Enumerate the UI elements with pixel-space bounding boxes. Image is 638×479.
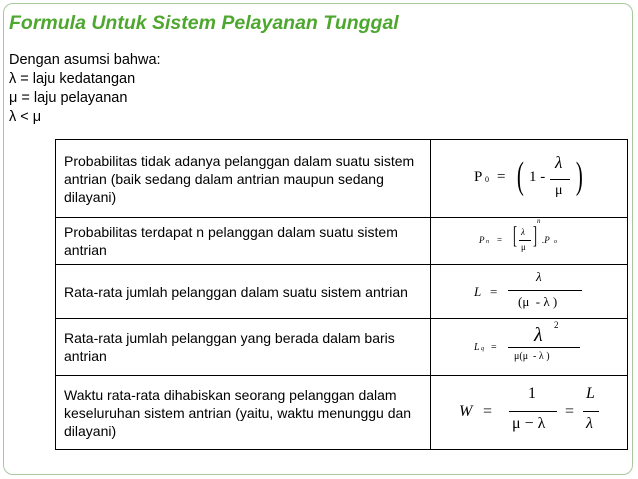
formula-equals: =	[483, 402, 493, 420]
table-row	[56, 218, 628, 265]
formula-lhs: P	[474, 168, 483, 185]
formula-lhs: L	[474, 342, 480, 353]
formula-p0	[474, 149, 584, 209]
formula-paren-left: (	[516, 154, 524, 197]
formula-denominator: (μ - λ )	[518, 293, 558, 309]
formula-one-minus: 1 -	[529, 168, 546, 185]
formula-l	[474, 269, 584, 315]
assumption-line: λ = laju kedatangan	[9, 71, 136, 87]
formula-exponent: n	[537, 217, 541, 225]
formula-tail-subscript: o	[554, 239, 557, 245]
row-description: Rata-rata jumlah pelanggan yang berada dalam baris antrian	[56, 319, 431, 376]
formula-denominator: μ(μ - λ )	[514, 351, 550, 362]
fraction-bar	[509, 411, 557, 412]
formula-numerator: λ	[521, 227, 525, 237]
table-row	[56, 319, 628, 376]
formula-lhs: P	[479, 235, 485, 245]
fraction-bar	[508, 290, 582, 291]
formula-cell	[431, 140, 628, 218]
fraction-bar	[519, 240, 531, 241]
formula-lq	[474, 322, 584, 372]
formula-equals: =	[497, 168, 506, 185]
formula-numerator: λ	[534, 324, 543, 346]
formula-subscript: n	[486, 239, 489, 245]
formula-bracket-right: ]	[533, 223, 537, 249]
formula-cell	[431, 319, 628, 376]
formula-cell	[431, 376, 628, 450]
formula-subscript: 0	[485, 174, 489, 184]
formula-cell	[431, 218, 628, 265]
fraction-bar	[508, 347, 580, 348]
assumption-line: λ < μ	[9, 109, 42, 125]
formula-denominator: μ	[521, 242, 526, 252]
row-description: Probabilitas tidak adanya pelanggan dalam suatu sistem antrian (baik sedang dalam antrian maupun sedang dilayani)	[56, 140, 431, 218]
row-description: Probabilitas terdapat n pelanggan dalam suatu sistem antrian	[56, 218, 431, 265]
formula-equals-2: =	[565, 402, 575, 420]
assumptions-intro: Dengan asumsi bahwa:	[9, 52, 161, 68]
formula-bracket-left: [	[513, 223, 517, 249]
formula-denominator: μ − λ	[512, 414, 546, 432]
formula-equals: =	[490, 283, 498, 299]
formula-subscript: q	[481, 346, 484, 352]
row-description: Waktu rata-rata dihabiskan seorang pelanggan dalam keseluruhan sistem antrian (yaitu, waktu menunggu dan dilayani)	[56, 376, 431, 450]
formula-numerator: λ	[555, 152, 563, 172]
formula-w	[459, 384, 599, 442]
formula-equals: =	[491, 342, 497, 353]
formula-equals: =	[497, 235, 503, 245]
table-row	[56, 265, 628, 319]
formula-tail: .P	[542, 235, 550, 245]
formula-pn	[479, 217, 579, 261]
table-row	[56, 376, 628, 450]
formula-paren-right: )	[575, 154, 583, 197]
formula-numerator: 1	[528, 384, 536, 402]
formula-lhs: W	[459, 402, 473, 420]
row-description: Rata-rata jumlah pelanggan dalam suatu sistem antrian	[56, 265, 431, 319]
formula-table	[55, 139, 628, 450]
formula-numerator: λ	[536, 268, 542, 284]
slide-title: Formula Untuk Sistem Pelayanan Tunggal	[9, 12, 399, 34]
assumptions-block	[9, 51, 161, 127]
table-row	[56, 140, 628, 218]
assumption-line: μ = laju pelayanan	[9, 90, 128, 106]
formula-exponent: 2	[554, 320, 559, 330]
formula-denominator: μ	[555, 182, 563, 198]
fraction-bar-2	[583, 411, 599, 412]
fraction-bar	[550, 179, 570, 180]
formula-lhs: L	[474, 283, 482, 299]
formula-numerator-2: L	[586, 384, 595, 402]
formula-cell	[431, 265, 628, 319]
formula-denominator-2: λ	[586, 414, 593, 432]
